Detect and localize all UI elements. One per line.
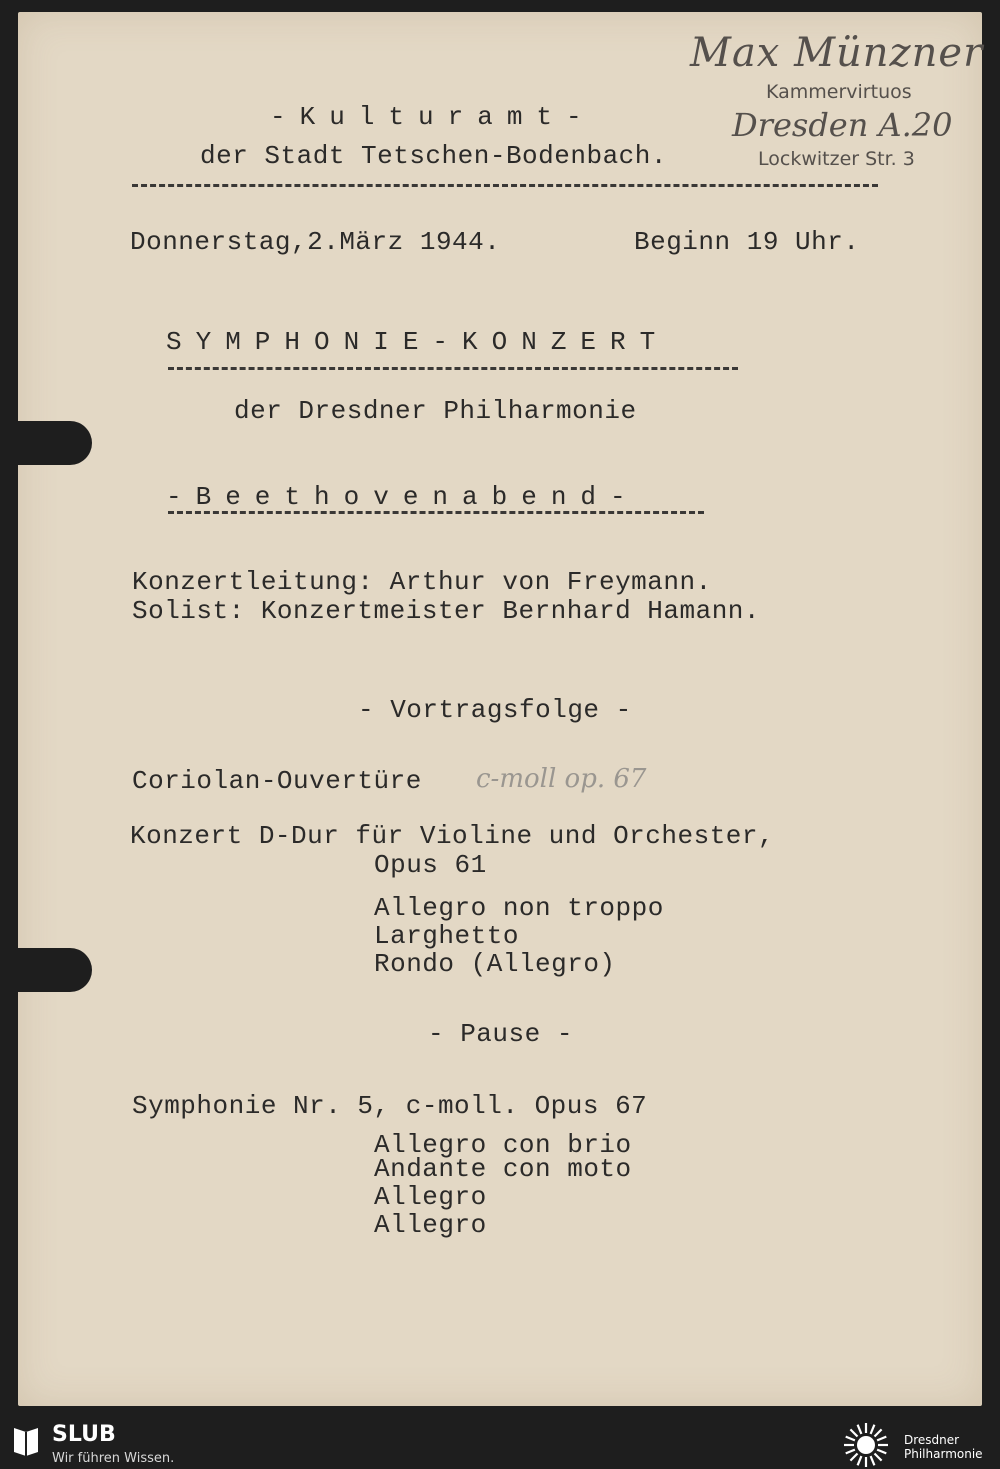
stamp-street: Lockwitzer Str. 3 xyxy=(758,148,915,170)
work-3-movement-3: Allegro xyxy=(374,1182,487,1212)
event-start: Beginn 19 Uhr. xyxy=(634,227,860,257)
stamp-name: Max Münzner xyxy=(690,30,984,76)
slub-title: SLUB xyxy=(52,1422,116,1447)
header-rule xyxy=(132,184,878,187)
partner-line-2: Philharmonie xyxy=(904,1447,983,1461)
footer-bar xyxy=(0,1418,1000,1469)
work-1-pencil-note: c-moll op. 67 xyxy=(476,764,647,794)
punch-hole-top xyxy=(0,421,92,465)
theme-heading: -Beethovenabend- xyxy=(166,482,640,512)
stamp-title: Kammervirtuos xyxy=(766,81,912,103)
orchestra-line: der Dresdner Philharmonie xyxy=(234,396,637,426)
work-3-movement-4: Allegro xyxy=(374,1210,487,1240)
stamp-city: Dresden A.20 xyxy=(732,106,953,144)
work-3-movement-2: Andante con moto xyxy=(374,1154,632,1184)
office-heading: -Kulturamt- xyxy=(270,102,596,132)
work-1-title: Coriolan-Ouvertüre xyxy=(132,766,422,796)
pause-line: - Pause - xyxy=(428,1019,573,1049)
programme-heading: - Vortragsfolge - xyxy=(358,695,632,725)
work-2-movement-3: Rondo (Allegro) xyxy=(374,949,616,979)
title-underline xyxy=(168,367,738,370)
partner-name xyxy=(904,1433,999,1461)
city-line: der Stadt Tetschen-Bodenbach. xyxy=(200,141,667,171)
slub-subtitle: Wir führen Wissen. xyxy=(52,1451,175,1466)
soloist-line: Solist: Konzertmeister Bernhard Hamann. xyxy=(132,596,760,626)
event-date: Donnerstag,2.März 1944. xyxy=(130,227,501,257)
conductor-line: Konzertleitung: Arthur von Freymann. xyxy=(132,567,712,597)
theme-underline xyxy=(168,511,704,514)
concert-title: SYMPHONIE-KONZERT xyxy=(166,327,670,357)
work-2-opus: Opus 61 xyxy=(374,850,487,880)
book-icon xyxy=(12,1424,40,1456)
punch-hole-bottom xyxy=(0,948,92,992)
partner-line-1: Dresdner xyxy=(904,1433,960,1447)
sunburst-logo-icon xyxy=(842,1421,890,1469)
work-3-movement-1: Allegro con brio xyxy=(374,1130,632,1160)
work-2-movement-2: Larghetto xyxy=(374,921,519,951)
work-2-movement-1: Allegro non troppo xyxy=(374,893,664,923)
work-3-title: Symphonie Nr. 5, c-moll. Opus 67 xyxy=(132,1091,648,1121)
work-2-title: Konzert D-Dur für Violine und Orchester, xyxy=(130,821,775,851)
